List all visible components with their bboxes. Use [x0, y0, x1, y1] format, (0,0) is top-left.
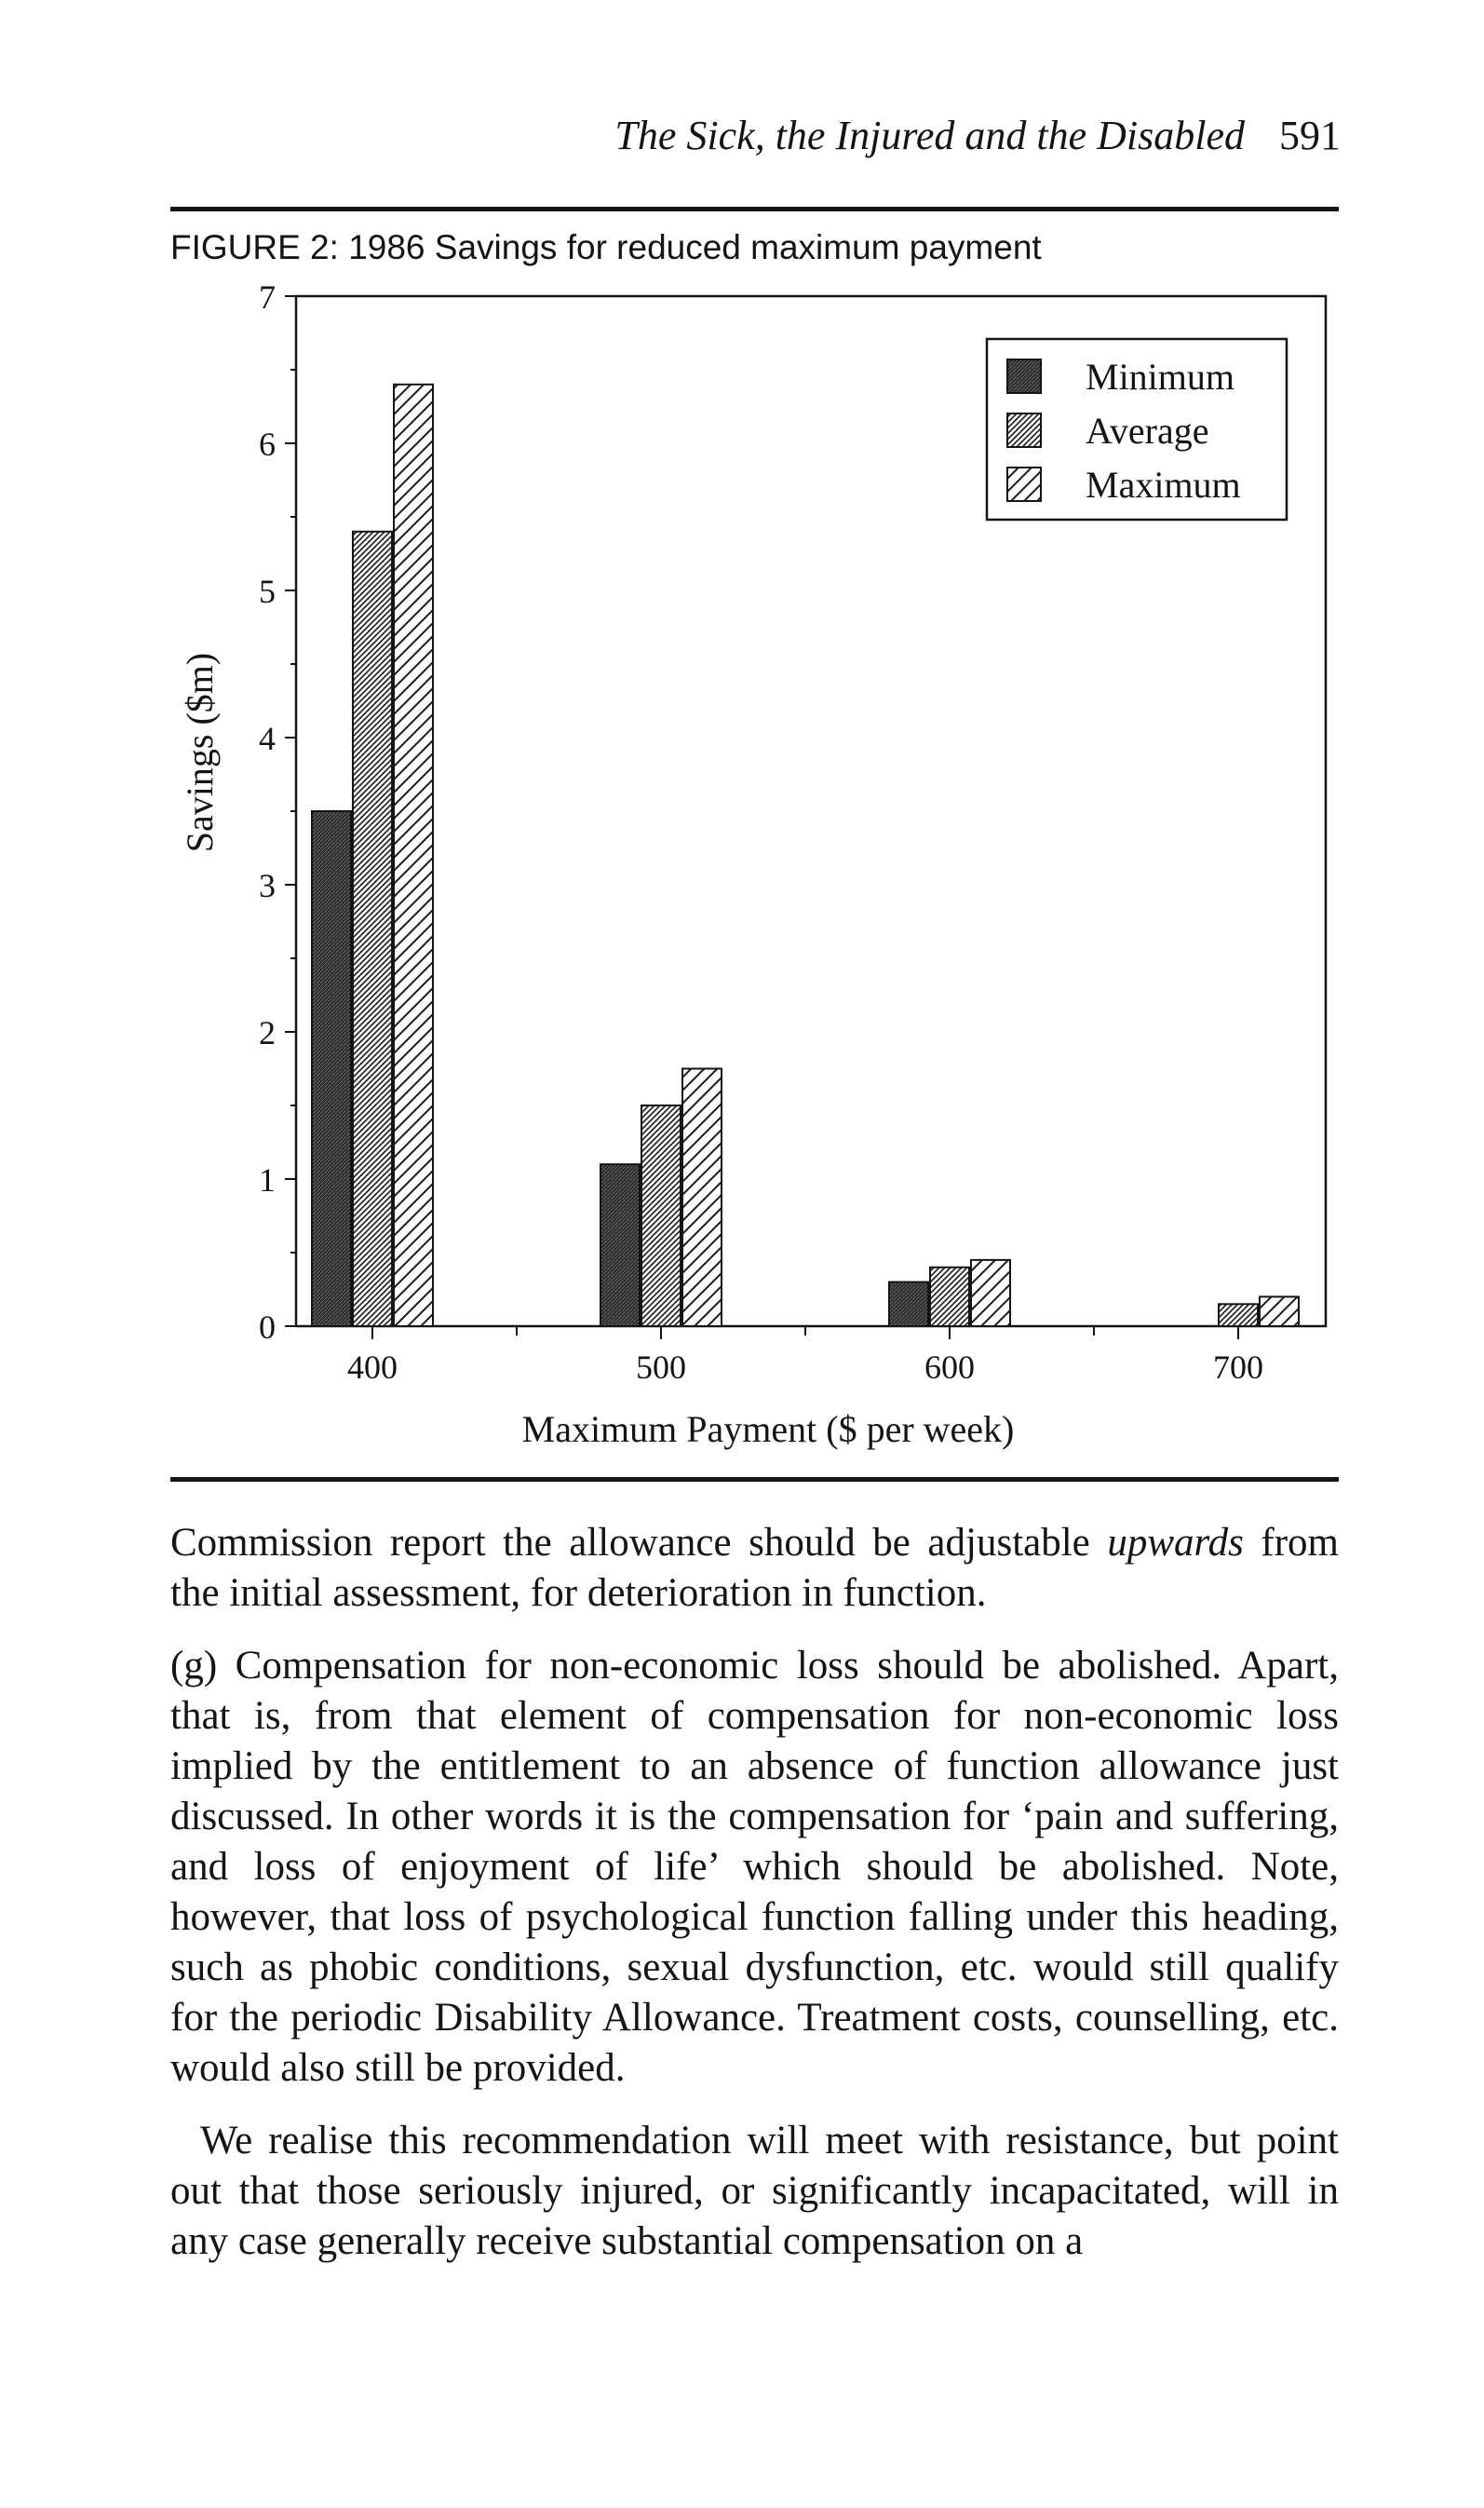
x-tick-label: 500 [636, 1349, 686, 1386]
x-axis-label: Maximum Payment ($ per week) [521, 1408, 1015, 1450]
bar-average-700 [1219, 1304, 1258, 1326]
y-tick-label: 4 [259, 720, 276, 757]
legend-label-minimum: Minimum [1086, 356, 1235, 398]
bar-average-500 [641, 1105, 681, 1326]
bar-maximum-400 [394, 385, 433, 1326]
y-tick-label: 7 [259, 278, 276, 316]
page-number: 591 [1279, 113, 1341, 158]
paragraph-3: We realise this recommendation will meet with resistance, but point out that those seriously injured, or significantly incapacitated, will in any case generally receive substantial compensation on a [170, 2119, 1339, 2263]
bar-maximum-700 [1260, 1296, 1299, 1326]
x-tick-label: 600 [924, 1349, 975, 1386]
figure-title: 1986 Savings for reduced maximum payment [348, 228, 1042, 266]
y-tick-label: 2 [259, 1014, 276, 1051]
bar-minimum-400 [312, 811, 351, 1326]
y-axis-label: Savings ($m) [179, 652, 221, 853]
y-tick-label: 5 [259, 573, 276, 610]
bottom-rule [170, 1477, 1339, 1482]
paragraph-2: (g) Compensation for non-economic loss should be abolished. Apart, that is, from that element of compensation for non-economic loss implied by the entitlement to an absence of function allowance just discussed. In other words it is the compensation for ‘pain and suffering, and loss of enjoyment of life’ which should be abolished. Note, however, that loss of psychological function falling under this heading, such as phobic conditions, sexual dysfunction, etc. would still qualify for the periodic Disability Allowance. Treatment costs, counselling, etc. would also still be provided. [170, 1644, 1339, 2090]
legend-label-average: Average [1086, 410, 1209, 452]
bar-minimum-600 [889, 1282, 928, 1326]
x-tick-label: 400 [347, 1349, 398, 1386]
bar-average-600 [930, 1268, 969, 1326]
emphasis: upwards [1107, 1521, 1244, 1565]
legend [987, 339, 1287, 520]
y-axis [259, 278, 296, 1346]
legend-swatch-maximum [1007, 468, 1041, 501]
bars [312, 385, 1299, 1326]
paragraph-1: Commission report the allowance should be adjustable upwards from the initial assessment, for deterioration in function. [170, 1521, 1339, 1615]
running-title: The Sick, the Injured and the Disabled [614, 113, 1245, 158]
y-tick-label: 3 [259, 867, 276, 904]
legend-swatch-minimum [1007, 359, 1041, 393]
x-tick-label: 700 [1213, 1349, 1263, 1386]
bar-minimum-500 [600, 1164, 640, 1326]
x-axis [347, 1326, 1263, 1386]
legend-swatch-average [1007, 413, 1041, 447]
bar-maximum-600 [971, 1260, 1010, 1326]
bar-maximum-500 [682, 1069, 722, 1327]
body-text [170, 1518, 1339, 2289]
legend-label-maximum: Maximum [1086, 464, 1241, 506]
y-tick-label: 0 [259, 1308, 276, 1346]
bar-average-400 [353, 532, 392, 1326]
y-tick-label: 1 [259, 1161, 276, 1199]
figure-label: FIGURE 2: [170, 228, 339, 266]
y-tick-label: 6 [259, 426, 276, 463]
